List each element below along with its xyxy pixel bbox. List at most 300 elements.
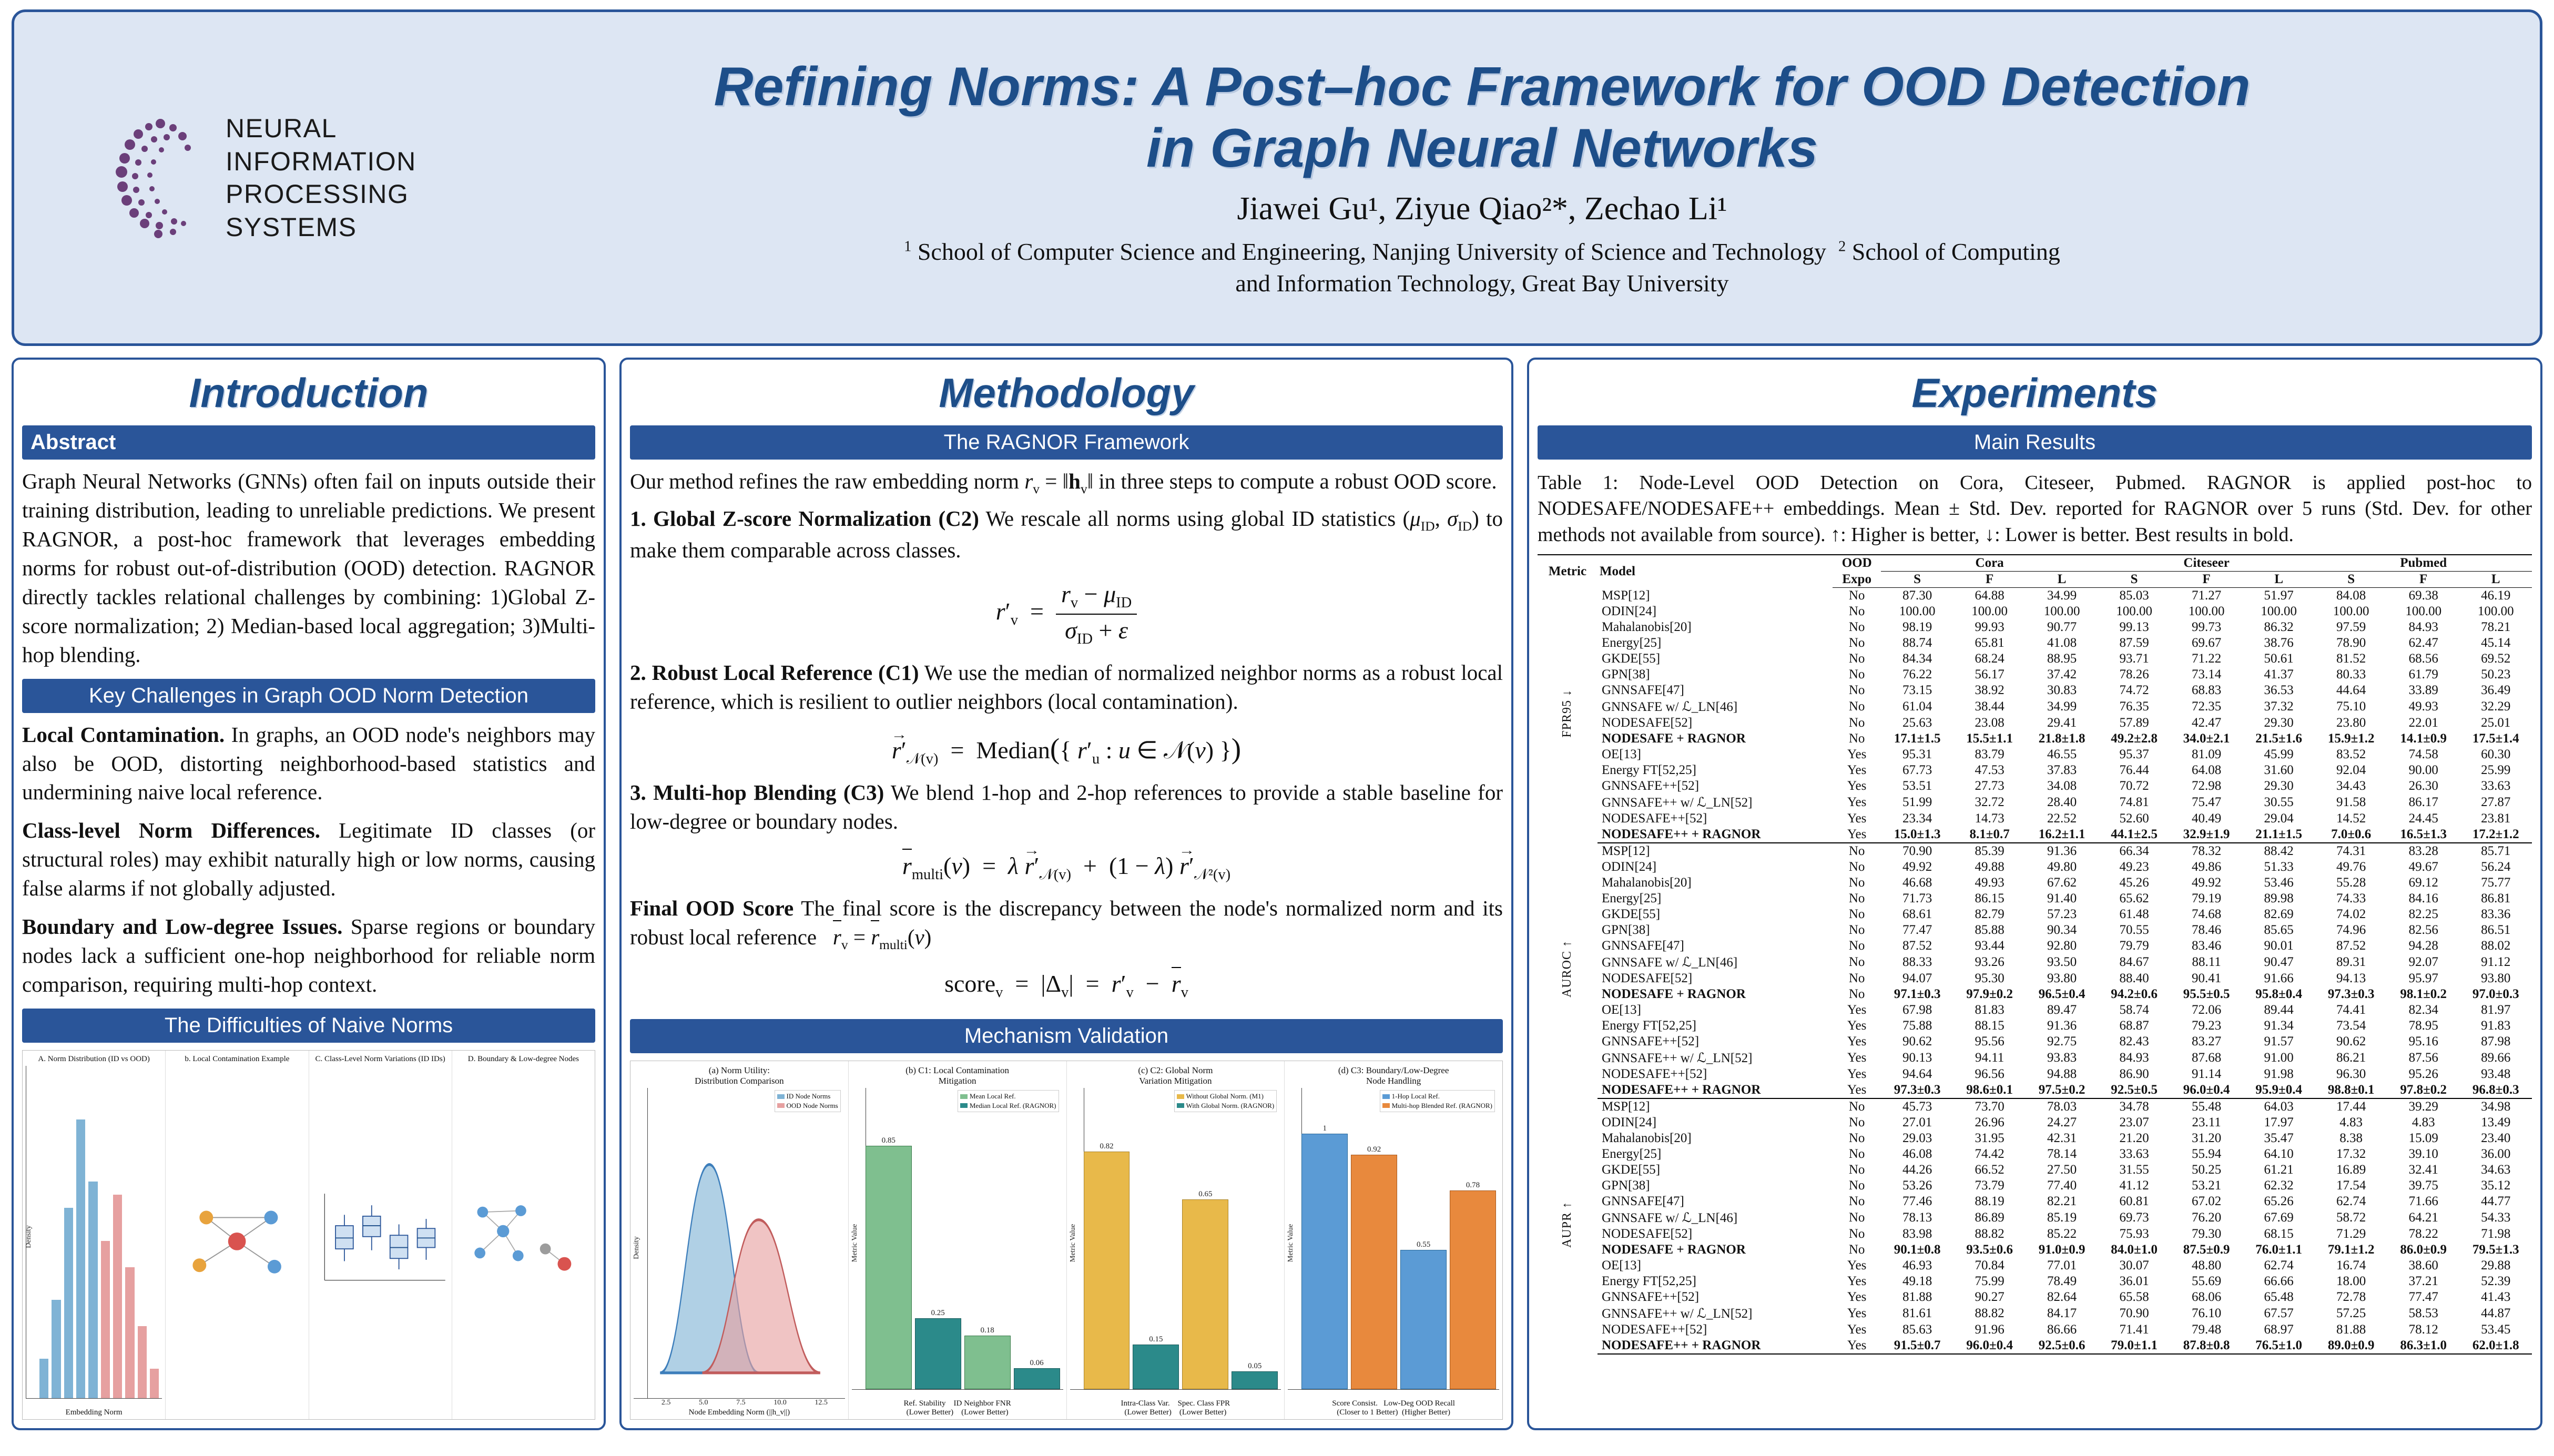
cell-value: 46.93 [1902, 1258, 1932, 1273]
intro-panel-c [309, 1051, 452, 1419]
cell-value: 91.5±0.7 [1881, 1338, 1953, 1354]
cell-value: 88.15 [1975, 1019, 2004, 1033]
x-axis [26, 1398, 162, 1399]
cell-value: 82.69 [2264, 907, 2294, 922]
legend-label: ID Node Norms [786, 1092, 831, 1101]
cell-ood-expo: No [1848, 699, 1865, 714]
cell-value: 74.58 [2408, 747, 2438, 762]
cell-value: 87.30 [1902, 588, 1932, 603]
cell-value: 45.14 [2481, 636, 2511, 650]
cell-value: 75.77 [2481, 875, 2511, 890]
cell-value: 92.5±0.5 [2098, 1082, 2171, 1098]
results-table [1538, 554, 2532, 1355]
cell-value: 65.58 [2119, 1290, 2149, 1305]
cell-ood-expo: No [1848, 1115, 1865, 1130]
col-ood: OOD [1833, 555, 1881, 572]
table-row [1538, 698, 2532, 715]
method-intro-a: Our method refines the raw embedding norm [630, 469, 1025, 493]
cell-value: 77.47 [2408, 1290, 2438, 1305]
cell-value: 30.55 [2264, 795, 2294, 810]
cell-model: NODESAFE[52] [1601, 716, 1693, 730]
step-3-title: 3. Multi-hop Blending (C3) [630, 780, 884, 805]
cell-model: NODESAFE++[52] [1601, 1322, 1707, 1337]
cell-value: 90.00 [2408, 763, 2438, 778]
cell-value: 99.93 [1975, 620, 2004, 635]
cell-value: 51.99 [1902, 795, 1932, 810]
affiliations [508, 236, 2456, 299]
cell-value: 90.01 [2264, 939, 2294, 953]
table-row [1538, 1209, 2532, 1226]
cell-model: NODESAFE + RAGNOR [1601, 987, 1746, 1002]
cell-value: 86.32 [2264, 620, 2294, 635]
cell-value: 96.8±0.3 [2459, 1082, 2532, 1098]
cell-value: 74.68 [2192, 907, 2222, 922]
cell-value: 48.80 [2192, 1258, 2222, 1273]
bar-value: 0.15 [1149, 1335, 1163, 1344]
col-citeseer-l: L [2243, 572, 2315, 588]
cell-value: 88.19 [1975, 1194, 2004, 1209]
cell-value: 96.5±0.4 [2038, 987, 2085, 1002]
ylabel-panel-d: Metric Value [1287, 1224, 1295, 1262]
neurips-logo [35, 112, 508, 243]
final-score-title: Final OOD Score [630, 895, 794, 920]
bar-value: 0.65 [1198, 1189, 1213, 1198]
logo-line-2: PROCESSING SYSTEMS [226, 179, 409, 242]
cell-value: 49.18 [1902, 1274, 1932, 1289]
cell-model: GKDE[55] [1601, 907, 1661, 922]
cell-value: 68.87 [2119, 1019, 2149, 1033]
ylabel-panel-a: Density [633, 1236, 640, 1259]
cell-ood-expo: No [1848, 667, 1865, 682]
cell-value: 41.08 [2047, 636, 2077, 650]
cell-ood-expo: No [1848, 636, 1865, 650]
bar [1450, 1180, 1496, 1389]
cell-value: 86.89 [1975, 1210, 2004, 1225]
affiliation-line-2: and Information Technology, Great Bay University [1235, 269, 1729, 297]
cell-value: 44.26 [1902, 1163, 1932, 1177]
section-title-experiments: Experiments [1911, 370, 2158, 416]
challenge-3-title: Boundary and Low-degree Issues. [22, 914, 343, 939]
cell-value: 57.89 [2119, 716, 2149, 730]
table-row [1538, 1082, 2532, 1098]
method-step-1: 1. Global Z-score Normalization (C2) We rescale all norms using global ID statistics ($\mu_{ID}$, $\sigma_{ID}$) to make them comparable across classes. [630, 506, 1503, 562]
table-row [1538, 971, 2532, 986]
challenge-2 [22, 816, 595, 903]
cell-value: 79.79 [2119, 939, 2149, 953]
cell-value: 90.41 [2192, 971, 2222, 986]
cell-value: 93.26 [1975, 955, 2004, 970]
cell-value: 65.48 [2264, 1290, 2294, 1305]
cell-value: 80.33 [2336, 667, 2366, 682]
intro-panel-d-title: D. Boundary & Low-degree Nodes [467, 1055, 579, 1063]
cell-value: 91.36 [2047, 1019, 2077, 1033]
cell-value: 90.13 [1902, 1051, 1932, 1065]
table-row [1538, 588, 2532, 604]
cell-value: 69.12 [2408, 875, 2438, 890]
bar [1301, 1124, 1348, 1389]
x-axis [1070, 1389, 1281, 1390]
step-1-title: 1. Global Z-score Normalization (C2) [630, 506, 979, 531]
cell-value: 83.52 [2336, 747, 2366, 762]
cell-value: 79.0±1.1 [2098, 1338, 2171, 1354]
cell-value: 75.10 [2336, 699, 2366, 714]
cell-ood-expo: No [1848, 1210, 1865, 1225]
col-pubmed-s: S [2315, 572, 2387, 588]
cell-value: 100.00 [2188, 604, 2225, 619]
cell-value: 83.28 [2408, 844, 2438, 859]
cell-model: ODIN[24] [1601, 860, 1657, 874]
table-row [1538, 762, 2532, 778]
cell-value: 27.73 [1975, 779, 2004, 793]
cell-value: 46.55 [2047, 747, 2077, 762]
table-row [1538, 1066, 2532, 1082]
hist-bar [101, 1241, 110, 1398]
cell-value: 93.80 [2481, 971, 2511, 986]
cell-value: 33.89 [2408, 683, 2438, 698]
cell-model: Energy[25] [1601, 891, 1662, 906]
intro-panel-c-title: C. Class-Level Norm Variations (ID IDs) [315, 1055, 445, 1063]
cell-value: 70.90 [2119, 1306, 2149, 1321]
bar-value: 0.06 [1030, 1359, 1044, 1368]
cell-value: 61.21 [2264, 1163, 2294, 1177]
cell-value: 34.99 [2047, 699, 2077, 714]
cell-value: 97.9±0.2 [1966, 987, 2013, 1002]
cell-value: 86.3±1.0 [2387, 1338, 2460, 1354]
cell-value: 85.88 [1975, 923, 2004, 938]
cell-model: NODESAFE + RAGNOR [1601, 1243, 1746, 1257]
col-dataset-citeseer: Citeseer [2098, 555, 2315, 572]
cell-value: 41.12 [2119, 1178, 2149, 1193]
cell-model: NODESAFE + RAGNOR [1601, 731, 1746, 746]
cell-value: 32.41 [2408, 1163, 2438, 1177]
bar [1232, 1362, 1278, 1389]
cell-value: 81.97 [2481, 1003, 2511, 1017]
cell-value: 89.31 [2336, 955, 2366, 970]
validation-figure-strip [630, 1061, 1503, 1420]
cell-model: ODIN[24] [1601, 604, 1657, 619]
intro-panel-a-title: A. Norm Distribution (ID vs OOD) [38, 1055, 150, 1063]
cell-value: 68.24 [1975, 651, 2004, 666]
table-row [1538, 1034, 2532, 1050]
table-row [1538, 1242, 2532, 1258]
cell-ood-expo: Yes [1847, 1003, 1867, 1017]
cell-value: 100.00 [2405, 604, 2442, 619]
cell-value: 91.96 [1975, 1322, 2004, 1337]
hist-bar [88, 1182, 97, 1398]
bar [1182, 1189, 1228, 1389]
cell-value: 84.93 [2119, 1051, 2149, 1065]
cell-ood-expo: Yes [1847, 1258, 1867, 1273]
table-row [1538, 986, 2532, 1002]
cell-value: 15.0±1.3 [1881, 827, 1953, 843]
cell-model: GNNSAFE++ w/ ℒ_LN[52] [1601, 796, 1753, 810]
table-row [1538, 1098, 2532, 1115]
logo-line-1: NEURAL INFORMATION [226, 114, 416, 176]
cell-value: 70.90 [1902, 844, 1932, 859]
cell-value: 71.66 [2408, 1194, 2438, 1209]
cell-ood-expo: No [1848, 891, 1865, 906]
cell-value: 86.17 [2408, 795, 2438, 810]
table-row [1538, 1146, 2532, 1162]
author-list: Jiawei Gu¹, Ziyue Qiao²*, Zechao Li¹ [1237, 191, 1727, 227]
cell-value: 95.37 [2119, 747, 2149, 762]
cell-value: 32.72 [1975, 795, 2004, 810]
table-header-row-1 [1538, 555, 2532, 572]
cell-value: 100.00 [1899, 604, 1936, 619]
cell-value: 100.00 [2116, 604, 2152, 619]
cell-model: OE[13] [1601, 1258, 1641, 1273]
cell-value: 95.56 [1975, 1034, 2004, 1049]
cell-value: 74.42 [1975, 1147, 2004, 1162]
cell-value: 22.01 [2408, 716, 2438, 730]
cell-value: 96.0±0.4 [2170, 1082, 2243, 1098]
cell-model: GNNSAFE[47] [1601, 683, 1684, 698]
xtick: 2.5 [661, 1399, 671, 1407]
cell-value: 90.34 [2047, 923, 2077, 938]
cell-value: 90.47 [2264, 955, 2294, 970]
hist-bar [138, 1326, 147, 1398]
cell-value: 47.53 [1975, 763, 2004, 778]
table-row [1538, 1194, 2532, 1209]
cell-value: 38.76 [2264, 636, 2294, 650]
cell-value: 38.44 [1975, 699, 2004, 714]
cell-value: 95.5±0.5 [2183, 987, 2230, 1002]
cell-ood-expo: Yes [1847, 747, 1867, 762]
table-row [1538, 667, 2532, 683]
cell-value: 78.26 [2119, 667, 2149, 682]
cell-value: 49.23 [2119, 860, 2149, 874]
cell-value: 79.1±1.2 [2327, 1243, 2375, 1257]
cell-value: 70.55 [2119, 923, 2149, 938]
cell-value: 85.63 [1902, 1322, 1932, 1337]
cell-value: 78.12 [2408, 1322, 2438, 1337]
cell-value: 26.30 [2408, 779, 2438, 793]
equation-4: score$_v$ = $|\Delta_v| = r'_v - r_v$ [944, 970, 1188, 1001]
cell-value: 49.67 [2408, 860, 2438, 874]
cell-value: 52.60 [2119, 811, 2149, 826]
legend-label: Multi-hop Blended Ref. (RAGNOR) [1391, 1101, 1492, 1109]
cell-value: 17.97 [2264, 1115, 2294, 1130]
cell-value: 82.79 [1975, 907, 2004, 922]
cell-ood-expo: Yes [1847, 1051, 1867, 1065]
cell-ood-expo: No [1848, 955, 1865, 970]
cell-ood-expo: Yes [1847, 1306, 1867, 1321]
cell-ood-expo: No [1848, 683, 1865, 698]
legend-label: OOD Node Norms [786, 1101, 838, 1109]
cell-value: 89.47 [2047, 1003, 2077, 1017]
cell-value: 94.28 [2408, 939, 2438, 953]
validation-panel-d-plot [1288, 1088, 1499, 1398]
cell-value: 37.32 [2264, 699, 2294, 714]
validation-panel-c-title: (c) C2: Global Norm Variation Mitigation [1138, 1065, 1213, 1086]
cell-value: 18.00 [2336, 1274, 2366, 1289]
cell-value: 56.24 [2481, 860, 2511, 874]
cell-model: GKDE[55] [1601, 1163, 1661, 1177]
cell-value: 45.99 [2264, 747, 2294, 762]
table-row [1538, 859, 2532, 875]
table-row [1538, 1018, 2532, 1034]
cell-value: 92.5±0.6 [2026, 1338, 2098, 1354]
intro-panel-a-ylabel: Density [25, 1225, 33, 1248]
cell-value: 71.73 [1902, 891, 1932, 906]
cell-value: 91.12 [2481, 955, 2511, 970]
col-cora-l: L [2026, 572, 2098, 588]
cell-model: OE[13] [1601, 747, 1641, 762]
equation-1: $r'_v$ = $\frac{r_v - \mu_{ID}}{\sigma_{ID} + \varepsilon}$ [630, 580, 1503, 647]
cell-value: 78.32 [2192, 844, 2222, 859]
cell-value: 58.53 [2408, 1306, 2438, 1321]
cell-model: NODESAFE++[52] [1601, 811, 1707, 826]
table-row [1538, 1050, 2532, 1066]
cell-value: 26.96 [1975, 1115, 2004, 1130]
cell-value: 46.19 [2481, 588, 2511, 603]
cell-ood-expo: Yes [1847, 795, 1867, 810]
band-key-challenges: Key Challenges in Graph OOD Norm Detection [22, 679, 595, 713]
cell-value: 74.33 [2336, 891, 2366, 906]
cell-value: 82.25 [2408, 907, 2438, 922]
cell-value: 49.92 [1902, 860, 1932, 874]
cell-value: 65.62 [2119, 891, 2149, 906]
cell-model: GNNSAFE++[52] [1601, 779, 1700, 793]
table-row [1538, 715, 2532, 731]
cell-value: 90.27 [1975, 1290, 2004, 1305]
cell-value: 60.81 [2119, 1194, 2149, 1209]
cell-value: 78.03 [2047, 1099, 2077, 1114]
challenge-2-body: Legitimate ID classes (or structural roles) may exhibit naturally high or low norms, causing false alarms if not globally adjusted. [22, 818, 596, 901]
cell-value: 16.2±1.1 [2026, 827, 2098, 843]
cell-value: 79.30 [2192, 1227, 2222, 1241]
cell-value: 36.00 [2481, 1147, 2511, 1162]
cell-value: 88.02 [2481, 939, 2511, 953]
cell-model: GNNSAFE[47] [1601, 1194, 1684, 1209]
cell-value: 65.81 [1975, 636, 2004, 650]
cell-ood-expo: No [1848, 875, 1865, 890]
cell-value: 31.60 [2264, 763, 2294, 778]
cell-value: 37.83 [2047, 763, 2077, 778]
cell-value: 29.30 [2264, 779, 2294, 793]
cell-value: 23.34 [1902, 811, 1932, 826]
cell-value: 85.71 [2481, 844, 2511, 859]
cell-ood-expo: No [1848, 1178, 1865, 1193]
intro-panel-a-plot [26, 1066, 162, 1407]
cell-value: 71.27 [2192, 588, 2222, 603]
cell-ood-expo: Yes [1847, 763, 1867, 778]
density-curves [634, 1088, 845, 1407]
metric-label: FPR95 ↓ [1560, 689, 1574, 738]
cell-value: 88.33 [1902, 955, 1932, 970]
cell-value: 67.02 [2192, 1194, 2222, 1209]
legend-label: Median Local Ref. (RAGNOR) [969, 1101, 1056, 1109]
cell-value: 44.77 [2481, 1194, 2511, 1209]
cell-value: 77.40 [2047, 1178, 2077, 1193]
cell-value: 50.25 [2192, 1163, 2222, 1177]
cell-value: 25.63 [1902, 716, 1932, 730]
cell-value: 88.74 [1902, 636, 1932, 650]
equation-3: $r_{multi}(v) = \lambda$ $r' \to_{𝒩(v)} + (1 - \lambda)$ $r' \to_{𝒩^2(v)}$ [630, 852, 1503, 883]
table-row [1538, 827, 2532, 843]
cell-value: 100.00 [2043, 604, 2080, 619]
cell-value: 95.97 [2408, 971, 2438, 986]
cell-value: 91.0±0.9 [2038, 1243, 2085, 1257]
table-row [1538, 1289, 2532, 1305]
cell-value: 78.90 [2336, 636, 2366, 650]
cell-ood-expo: No [1848, 923, 1865, 938]
col-citeseer-f: F [2170, 572, 2243, 588]
cell-value: 92.04 [2336, 763, 2366, 778]
cell-value: 84.17 [2047, 1306, 2077, 1321]
affil-text-2: School of Computing [1846, 238, 2060, 266]
cell-value: 64.03 [2264, 1099, 2294, 1114]
cell-ood-expo: No [1848, 860, 1865, 874]
cell-value: 87.5±0.9 [2183, 1243, 2230, 1257]
validation-panel-b-plot [852, 1088, 1063, 1398]
cell-ood-expo: No [1848, 844, 1865, 859]
cell-value: 15.9±1.2 [2327, 731, 2375, 746]
col-citeseer-s: S [2098, 572, 2171, 588]
xtick: 10.0 [774, 1399, 787, 1407]
table-row [1538, 1178, 2532, 1194]
cell-value: 87.52 [2336, 939, 2366, 953]
cell-value: 62.74 [2264, 1258, 2294, 1273]
cell-value: 34.98 [2481, 1099, 2511, 1114]
col-dataset-cora: Cora [1881, 555, 2098, 572]
cell-value: 91.36 [2047, 844, 2077, 859]
cell-value: 91.40 [2047, 891, 2077, 906]
cell-value: 89.44 [2264, 1003, 2294, 1017]
cell-value: 23.11 [2192, 1115, 2221, 1130]
hist-bar [39, 1359, 48, 1398]
cell-value: 32.9±1.9 [2170, 827, 2243, 843]
cell-value: 42.47 [2192, 716, 2222, 730]
cell-value: 34.08 [2047, 779, 2077, 793]
cell-value: 61.79 [2408, 667, 2438, 682]
cell-value: 36.01 [2119, 1274, 2149, 1289]
cell-value: 14.1±0.9 [2400, 731, 2447, 746]
cell-value: 74.41 [2336, 1003, 2366, 1017]
cell-value: 68.83 [2192, 683, 2222, 698]
cell-value: 21.8±1.8 [2038, 731, 2085, 746]
cell-value: 86.15 [1975, 891, 2004, 906]
cell-value: 81.88 [2336, 1322, 2366, 1337]
validation-panel-a [630, 1061, 849, 1419]
legend-label: Without Global Norm. (M1) [1186, 1092, 1264, 1101]
intro-panel-a [23, 1051, 166, 1419]
cell-value: 34.63 [2481, 1163, 2511, 1177]
bar [964, 1326, 1011, 1389]
cell-value: 95.8±0.4 [2255, 987, 2303, 1002]
cell-value: 96.30 [2336, 1067, 2366, 1082]
xtick: 5.0 [698, 1399, 708, 1407]
cell-value: 55.28 [2336, 875, 2366, 890]
cell-value: 79.19 [2192, 891, 2222, 906]
cell-value: 67.69 [2264, 1210, 2294, 1225]
cell-value: 56.17 [1975, 667, 2004, 682]
table-row [1538, 907, 2532, 922]
cell-value: 31.55 [2119, 1163, 2149, 1177]
cell-value: 42.31 [2047, 1131, 2077, 1146]
cell-value: 85.03 [2119, 588, 2149, 603]
cell-ood-expo: No [1848, 1243, 1865, 1257]
cell-value: 21.1±1.5 [2243, 827, 2315, 843]
xtick: 7.5 [736, 1399, 746, 1407]
cell-value: 97.59 [2336, 620, 2366, 635]
cell-value: 44.64 [2336, 683, 2366, 698]
cell-value: 64.21 [2408, 1210, 2438, 1225]
table-row [1538, 1115, 2532, 1131]
cell-value: 98.6±0.1 [1953, 1082, 2026, 1098]
cell-value: 85.65 [2264, 923, 2294, 938]
cell-value: 34.78 [2119, 1099, 2149, 1114]
